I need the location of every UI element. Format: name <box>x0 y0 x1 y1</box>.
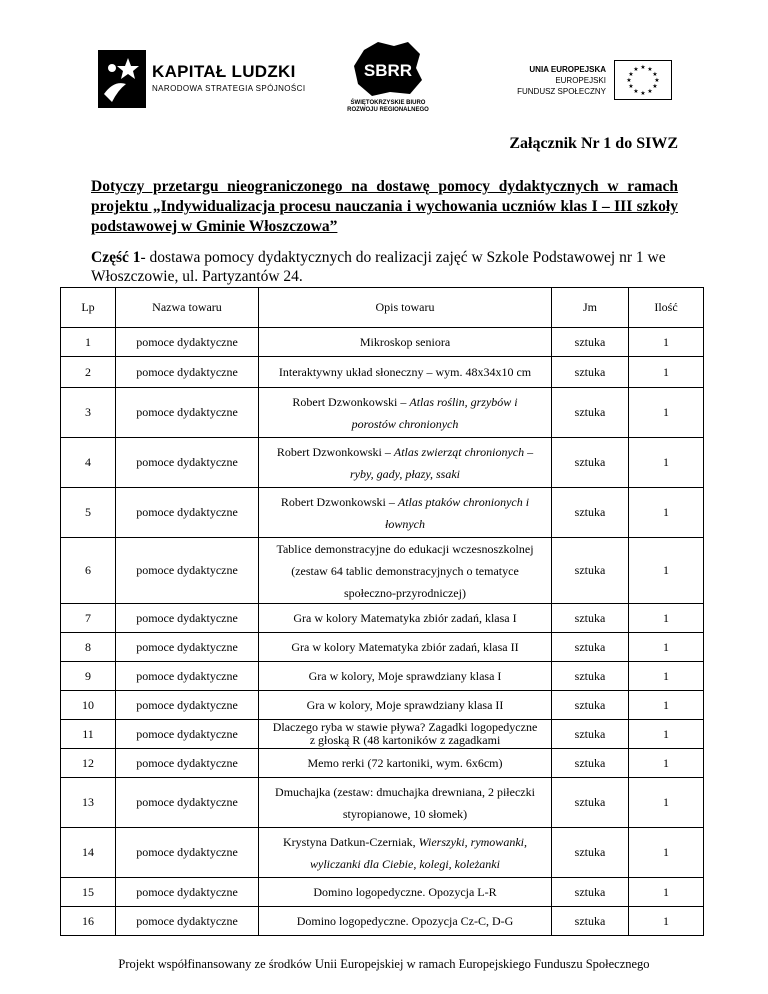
row-desc-d1: Domino logopedyczne. Opozycja L-R <box>313 885 497 899</box>
row-desc-d1i: Atlas zwierząt chronionych – <box>393 444 534 459</box>
svg-text:★: ★ <box>654 77 660 84</box>
row-lp: 13 <box>61 778 116 828</box>
row-unit: sztuka <box>552 691 629 720</box>
row-desc-d1: Domino logopedyczne. Opozycja Cz-C, D-G <box>296 914 514 928</box>
table-row <box>61 438 704 488</box>
svg-text:★: ★ <box>652 71 658 78</box>
row-desc <box>259 357 552 388</box>
row-desc <box>259 488 552 538</box>
table-row <box>61 538 704 604</box>
row-unit: sztuka <box>552 388 629 438</box>
row-name: pomoce dydaktyczne <box>116 357 259 388</box>
row-name: pomoce dydaktyczne <box>116 328 259 357</box>
tender-subject: Dotyczy przetargu nieograniczonego na dostawę pomocy dydaktycznych w ramach projektu „Indywidualizacja procesu nauczania i wychowania uczniów klas I – III szkoły podstawowej w Gminie Włoszczowa” <box>91 178 678 235</box>
row-desc <box>259 749 552 778</box>
row-lp: 11 <box>61 720 116 749</box>
table-row <box>61 388 704 438</box>
row-lp: 1 <box>61 328 116 357</box>
kapital-ludzki-subtitle: NARODOWA STRATEGIA SPÓJNOŚCI <box>152 84 306 93</box>
svg-text:★: ★ <box>640 64 646 71</box>
row-lp: 4 <box>61 438 116 488</box>
row-desc <box>259 328 552 357</box>
row-desc-d1: Robert Dzwonkowski – <box>292 394 410 409</box>
row-qty: 1 <box>629 604 704 633</box>
row-name: pomoce dydaktyczne <box>116 438 259 488</box>
row-desc <box>259 633 552 662</box>
row-lp: 12 <box>61 749 116 778</box>
items-table <box>60 287 704 936</box>
row-qty: 1 <box>629 633 704 662</box>
row-desc <box>259 604 552 633</box>
row-desc-d2: (zestaw 64 tablic demonstracyjnych o tematyce <box>291 563 519 578</box>
part-text: - dostawa pomocy dydaktycznych do realizacji zajęć w Szkole Podstawowej nr 1 we Włoszczowie, ul. Partyzantów 24. <box>91 249 666 285</box>
row-name: pomoce dydaktyczne <box>116 720 259 749</box>
svg-text:★: ★ <box>652 83 658 90</box>
row-name: pomoce dydaktyczne <box>116 662 259 691</box>
row-name: pomoce dydaktyczne <box>116 691 259 720</box>
row-desc-d1: Interaktywny układ słoneczny – wym. 48x34x10 cm <box>278 365 532 379</box>
row-desc-d1: Dlaczego ryba w stawie pływa? Zagadki logopedyczne <box>272 720 538 734</box>
row-desc-d1: Gra w kolory Matematyka zbiór zadań, klasa II <box>291 640 519 654</box>
row-qty: 1 <box>629 662 704 691</box>
row-unit: sztuka <box>552 778 629 828</box>
row-qty: 1 <box>629 878 704 907</box>
row-lp: 6 <box>61 538 116 604</box>
table-row <box>61 720 704 749</box>
row-unit: sztuka <box>552 538 629 604</box>
table-header-row <box>61 288 704 328</box>
row-qty: 1 <box>629 438 704 488</box>
row-desc-d1: Dmuchajka (zestaw: dmuchajka drewniana, 2 piłeczki <box>275 784 535 799</box>
row-name: pomoce dydaktyczne <box>116 633 259 662</box>
row-desc <box>259 438 552 488</box>
table-row <box>61 691 704 720</box>
row-desc-d1: Gra w kolory, Moje sprawdziany klasa I <box>308 669 502 683</box>
row-unit: sztuka <box>552 438 629 488</box>
row-qty: 1 <box>629 778 704 828</box>
row-lp: 16 <box>61 907 116 936</box>
row-lp: 3 <box>61 388 116 438</box>
row-lp: 5 <box>61 488 116 538</box>
row-desc-d1: Memo rerki (72 kartoniki, wym. 6x6cm) <box>307 755 503 770</box>
sbrr-mark-text: SBRR <box>363 61 413 80</box>
row-desc-d1: Tablice demonstracyjne do edukacji wczesnoszkolnej <box>276 541 534 556</box>
row-desc-d1: Gra w kolory Matematyka zbiór zadań, klasa I <box>293 611 517 625</box>
row-qty: 1 <box>629 488 704 538</box>
row-desc-d1: Robert Dzwonkowski – <box>280 494 398 509</box>
row-desc-d2i: wyliczanki dla Ciebie, kolegi, koleżanki <box>310 856 500 871</box>
row-name: pomoce dydaktyczne <box>116 749 259 778</box>
row-name: pomoce dydaktyczne <box>116 878 259 907</box>
sbrr-map-icon <box>350 40 426 98</box>
header-logos <box>0 0 768 125</box>
row-desc-d1: Gra w kolory, Moje sprawdziany klasa II <box>306 698 504 712</box>
row-desc-d1i: Atlas roślin, grzybów i <box>409 394 518 409</box>
row-lp: 7 <box>61 604 116 633</box>
row-unit: sztuka <box>552 604 629 633</box>
row-desc <box>259 828 552 878</box>
row-lp: 10 <box>61 691 116 720</box>
svg-text:★: ★ <box>640 90 646 97</box>
row-desc <box>259 691 552 720</box>
svg-text:★: ★ <box>647 66 653 73</box>
row-qty: 1 <box>629 907 704 936</box>
row-unit: sztuka <box>552 749 629 778</box>
svg-text:★: ★ <box>633 88 639 95</box>
sbrr-subtitle-1: ŚWIĘTOKRZYSKIE BIURO <box>350 100 426 106</box>
sbrr-subtitle-2: ROZWOJU REGIONALNEGO <box>347 107 429 113</box>
sbrr-logo <box>333 40 443 118</box>
svg-text:★: ★ <box>626 77 632 84</box>
row-qty: 1 <box>629 388 704 438</box>
row-lp: 14 <box>61 828 116 878</box>
row-name: pomoce dydaktyczne <box>116 907 259 936</box>
svg-text:★: ★ <box>633 66 639 73</box>
row-lp: 2 <box>61 357 116 388</box>
part-description <box>91 248 681 286</box>
row-desc <box>259 538 552 604</box>
table-row <box>61 878 704 907</box>
row-unit: sztuka <box>552 633 629 662</box>
table-row <box>61 328 704 357</box>
svg-text:★: ★ <box>628 71 634 78</box>
row-desc <box>259 778 552 828</box>
ue-line-2: EUROPEJSKI <box>555 76 606 85</box>
row-qty: 1 <box>629 691 704 720</box>
row-desc-d1i: Atlas ptaków chronionych i <box>397 494 530 509</box>
eu-flag-icon <box>614 60 672 100</box>
svg-text:★: ★ <box>647 88 653 95</box>
header-qty: Ilość <box>629 288 704 328</box>
table-row <box>61 778 704 828</box>
row-desc <box>259 388 552 438</box>
row-desc-d2i: łownych <box>385 516 425 531</box>
row-unit: sztuka <box>552 328 629 357</box>
part-label: Część 1 <box>91 249 141 266</box>
header-unit: Jm <box>552 288 629 328</box>
row-name: pomoce dydaktyczne <box>116 828 259 878</box>
row-desc <box>259 907 552 936</box>
kapital-ludzki-logo <box>98 50 306 110</box>
row-desc-d3: społeczno-przyrodniczej) <box>344 585 466 600</box>
row-unit: sztuka <box>552 828 629 878</box>
row-unit: sztuka <box>552 907 629 936</box>
row-name: pomoce dydaktyczne <box>116 778 259 828</box>
ue-line-3: FUNDUSZ SPOŁECZNY <box>517 87 606 96</box>
row-lp: 8 <box>61 633 116 662</box>
kapital-ludzki-title: KAPITAŁ LUDZKI <box>152 62 296 81</box>
row-desc-d1: Robert Dzwonkowski – <box>276 444 394 459</box>
row-desc-d1i: Wierszyki, rymowanki, <box>418 834 527 849</box>
row-name: pomoce dydaktyczne <box>116 604 259 633</box>
row-desc-d2i: ryby, gady, płazy, ssaki <box>350 466 460 481</box>
footer-note: Projekt współfinansowany ze środków Unii Europejskiej w ramach Europejskiego Funduszu Społecznego <box>118 957 650 971</box>
row-qty: 1 <box>629 828 704 878</box>
row-desc-d2i: porostów chronionych <box>351 416 459 431</box>
row-desc-d1: Krystyna Datkun-Czerniak, <box>283 834 419 849</box>
row-lp: 15 <box>61 878 116 907</box>
row-name: pomoce dydaktyczne <box>116 538 259 604</box>
table-row <box>61 633 704 662</box>
row-desc <box>259 662 552 691</box>
svg-text:★: ★ <box>628 83 634 90</box>
header-lp: Lp <box>61 288 116 328</box>
table-row <box>61 357 704 388</box>
table-row <box>61 749 704 778</box>
row-unit: sztuka <box>552 488 629 538</box>
row-unit: sztuka <box>552 878 629 907</box>
row-desc-d1: Mikroskop seniora <box>359 335 451 349</box>
row-qty: 1 <box>629 749 704 778</box>
row-qty: 1 <box>629 357 704 388</box>
row-desc <box>259 720 552 749</box>
ue-logo <box>508 60 678 105</box>
table-row <box>61 907 704 936</box>
row-lp: 9 <box>61 662 116 691</box>
row-unit: sztuka <box>552 720 629 749</box>
header-desc: Opis towaru <box>259 288 552 328</box>
row-name: pomoce dydaktyczne <box>116 388 259 438</box>
row-qty: 1 <box>629 538 704 604</box>
annex-title: Załącznik Nr 1 do SIWZ <box>509 135 678 152</box>
row-unit: sztuka <box>552 662 629 691</box>
table-row <box>61 828 704 878</box>
row-qty: 1 <box>629 328 704 357</box>
table-row <box>61 604 704 633</box>
ue-line-1: UNIA EUROPEJSKA <box>529 65 606 74</box>
kapital-ludzki-mark-icon <box>98 50 146 108</box>
table-row <box>61 662 704 691</box>
table-row <box>61 488 704 538</box>
row-desc <box>259 878 552 907</box>
row-desc-d2: styropianowe, 10 słomek) <box>342 806 468 821</box>
row-name: pomoce dydaktyczne <box>116 488 259 538</box>
row-unit: sztuka <box>552 357 629 388</box>
header-name: Nazwa towaru <box>116 288 259 328</box>
row-qty: 1 <box>629 720 704 749</box>
row-desc-d2: z głoską R (48 kartoników z zagadkami <box>309 733 501 747</box>
